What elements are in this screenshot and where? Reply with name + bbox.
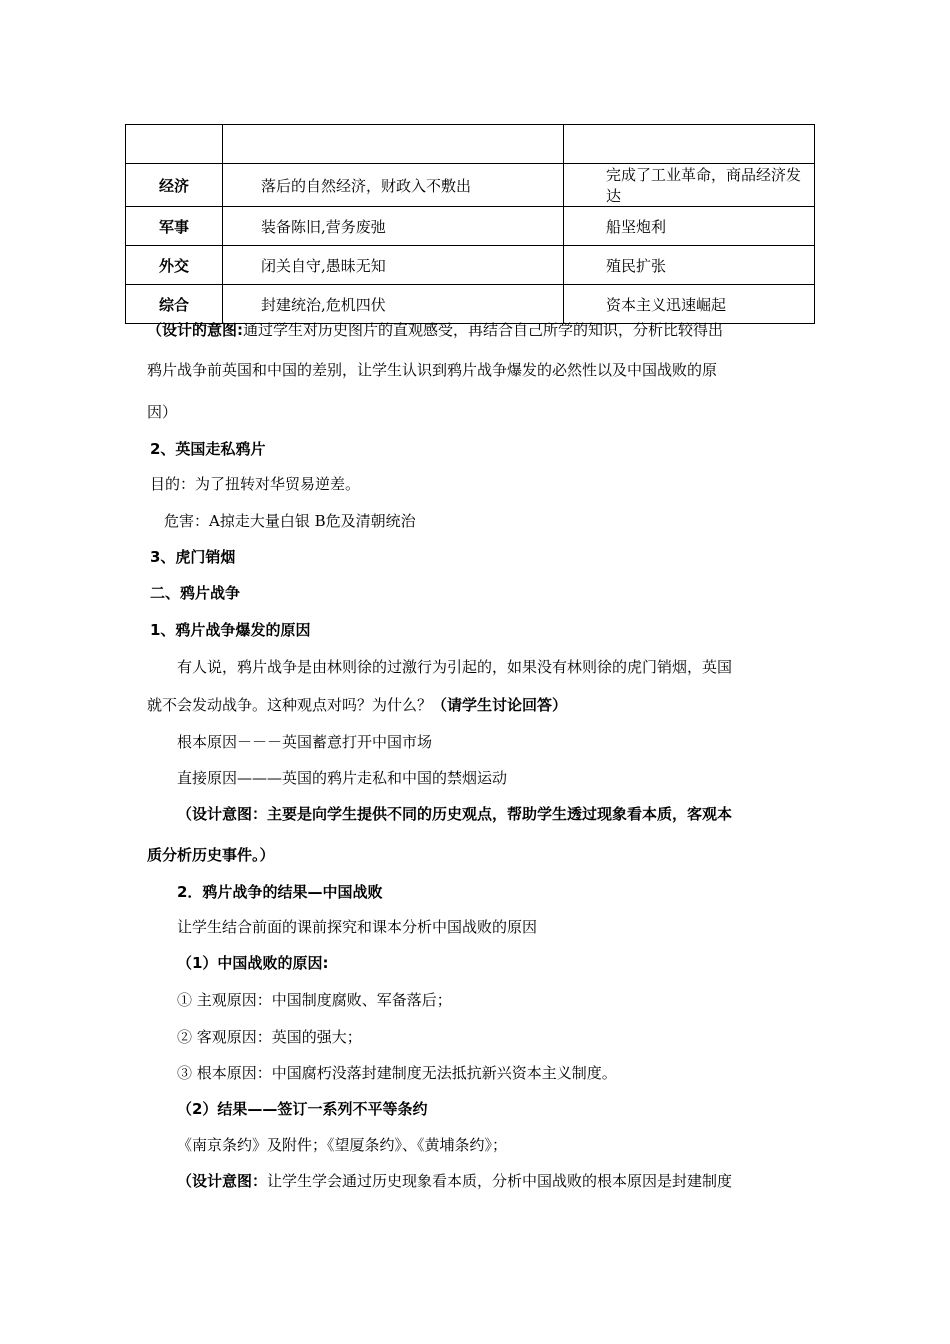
paragraph [147, 695, 567, 715]
china-cell: 落后的自然经济，财政入不敷出 [223, 164, 564, 207]
design-note-2-line-2: 质分析历史事件。） [147, 846, 275, 864]
design-note-1-line-2: 鸦片战争前英国和中国的差别，让学生认识到鸦片战争爆发的必然性以及中国战败的原 [147, 361, 718, 379]
paragraph: 让学生结合前面的课前探究和课本分析中国战败的原因 [177, 918, 538, 936]
list-item: ③ 根本原因：中国腐朽没落封建制度无法抵抗新兴资本主义制度。 [177, 1064, 617, 1082]
china-cell: 装备陈旧,营务废弛 [223, 207, 564, 246]
design-note-1-line-1 [147, 320, 723, 340]
paragraph: 目的：为了扭转对华贸易逆差。 [150, 475, 361, 493]
part-heading: 二、鸦片战争 [150, 584, 241, 602]
list-item: ① 主观原因：中国制度腐败、军备落后； [177, 991, 452, 1009]
paragraph-text: 就不会发动战争。这种观点对吗？为什么？ [147, 696, 433, 714]
table-header-row [126, 125, 815, 164]
table-row [126, 164, 815, 207]
design-note-label: （设计的意图: [147, 321, 243, 339]
britain-cell: 殖民扩张 [564, 246, 815, 285]
section-heading: 1、鸦片战争爆发的原因 [150, 621, 311, 639]
row-label: 综合 [126, 285, 223, 324]
section-heading: 3、虎门销烟 [150, 548, 236, 566]
paragraph: 《南京条约》及附件；《望厦条约》、《黄埔条约》； [177, 1136, 508, 1154]
britain-cell: 资本主义迅速崛起 [564, 285, 815, 324]
header-cell [126, 125, 223, 164]
design-note-3 [177, 1171, 732, 1191]
design-note-label: （设计意图： [177, 1172, 268, 1190]
china-cell: 闭关自守,愚昧无知 [223, 246, 564, 285]
section-heading: 2．鸦片战争的结果—中国战败 [177, 883, 383, 901]
subsection-heading: （1）中国战败的原因: [177, 954, 329, 972]
header-cell [223, 125, 564, 164]
header-cell [564, 125, 815, 164]
comparison-table [125, 124, 815, 324]
table-row [126, 246, 815, 285]
table-row [126, 285, 815, 324]
table-row [126, 207, 815, 246]
paragraph-bold: （请学生讨论回答） [432, 696, 568, 714]
paragraph: 有人说，鸦片战争是由林则徐的过激行为引起的，如果没有林则徐的虎门销烟，英国 [177, 658, 733, 676]
section-heading: 2、英国走私鸦片 [150, 440, 266, 458]
row-label: 经济 [126, 164, 223, 207]
china-cell: 封建统治,危机四伏 [223, 285, 564, 324]
britain-cell: 船坚炮利 [564, 207, 815, 246]
paragraph: 根本原因－－－英国蓄意打开中国市场 [177, 733, 433, 751]
list-item: ② 客观原因：英国的强大； [177, 1028, 362, 1046]
design-note-2-line-1: （设计意图：主要是向学生提供不同的历史观点，帮助学生透过现象看本质，客观本 [177, 805, 733, 823]
subsection-heading: （2）结果——签订一系列不平等条约 [177, 1100, 428, 1118]
paragraph: 危害：A掠走大量白银 B危及清朝统治 [164, 512, 416, 530]
row-label: 军事 [126, 207, 223, 246]
design-note-text: 让学生学会通过历史现象看本质，分析中国战败的根本原因是封建制度 [267, 1172, 733, 1190]
design-note-1-line-3: 因） [147, 403, 178, 421]
design-note-text: 通过学生对历史图片的直观感受，再结合自己所学的知识，分析比较得出 [243, 321, 724, 339]
row-label: 外交 [126, 246, 223, 285]
britain-cell: 完成了工业革命，商品经济发达 [564, 164, 815, 207]
paragraph: 直接原因———英国的鸦片走私和中国的禁烟运动 [177, 769, 508, 787]
